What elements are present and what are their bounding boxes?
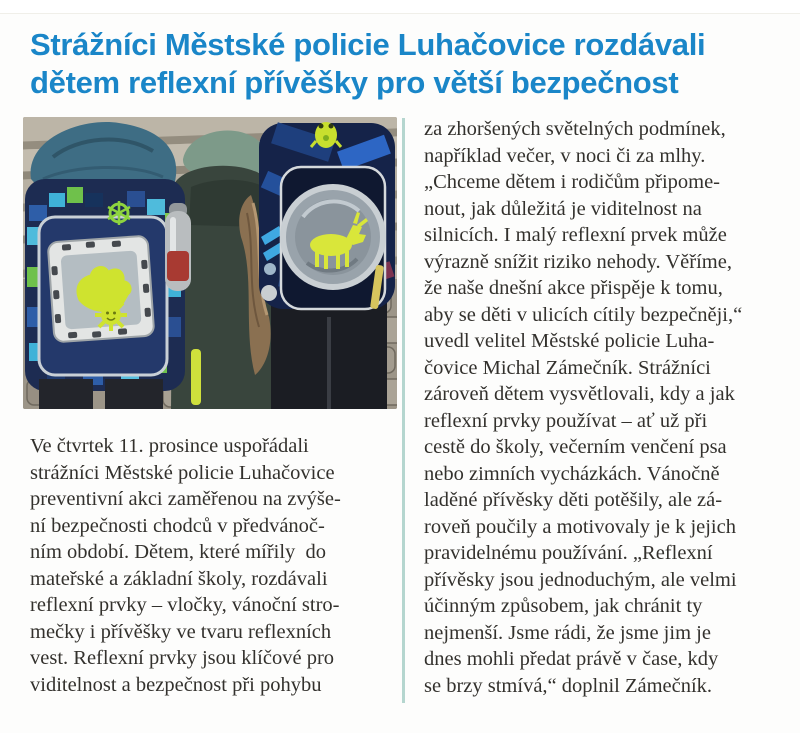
left-child (25, 122, 191, 409)
text-line: účinným způsobem, jak chránit ty (424, 595, 703, 617)
text-line: nout, jak důležitá je viditelnost na (424, 197, 702, 220)
text-line: se brzy stmívá,“ doplnil Zámečník. (424, 674, 713, 697)
left-child-leg (39, 379, 93, 409)
text-line: čovice Michal Zámečník. Strážníci (424, 356, 711, 379)
text-line: aby se děti v ulicích cítily bezpečněji,“ (424, 303, 743, 326)
thermos (165, 203, 191, 291)
text-line: zároveň dětem vysvětlovali, kdy a jak (424, 383, 735, 405)
text-line: mateřské a základní školy, rozdávali (30, 567, 328, 590)
right-child (259, 122, 395, 409)
text-line: strážníci Městské policie Luhačovice (30, 461, 335, 484)
text-line: preventivní akci zaměřenou na zvýše- (30, 488, 341, 510)
right-column-text (424, 116, 796, 699)
text-line: viditelnost a bezpečnost při pohybu (30, 673, 322, 696)
article-photo (23, 117, 397, 409)
text-line: nejmenší. Jsme rádi, že jsme jim je (424, 621, 711, 644)
text-line: laděné přívěsky děti potěšily, ale zá- (424, 489, 723, 511)
text-line: pravidelnému používání. „Reflexní (424, 542, 713, 564)
neon-zipper-pull (191, 349, 201, 405)
text-line: ním období. Dětem, které mířily do (30, 541, 327, 563)
text-line: roveň poučily a motivovaly je k jejich (424, 515, 736, 538)
text-line: dnes mohli předat právě v čase, kdy (424, 648, 719, 670)
text-line: nebo zimních vycházkách. Vánočně (424, 462, 720, 485)
moose-window (283, 187, 383, 287)
text-line: uvedl velitel Městské policie Luha- (424, 330, 715, 352)
article-photo-illustration (23, 117, 397, 409)
text-line: cestě do školy, večerním venčení psa (424, 436, 727, 458)
article-title (30, 26, 775, 102)
sun-pendant (95, 299, 127, 331)
text-line: „Chceme dětem i rodičům připome- (424, 171, 721, 193)
text-line: přívěsky jsou jednoduchým, ale velmi (424, 568, 737, 591)
text-line: mečky i přívěšky ve tvaru reflexních (30, 620, 332, 643)
text-line: Ve čtvrtek 11. prosince uspořádali (30, 435, 309, 457)
text-line: vest. Reflexní prvky jsou klíčové pro (30, 647, 335, 669)
text-line: za zhoršených světelných podmínek, (424, 118, 726, 140)
page-top-edge (0, 0, 800, 14)
text-line: že naše dnešní akce přispěje k tomu, (424, 277, 723, 299)
left-child-leg (105, 379, 163, 409)
text-line: ní bezpečnosti chodců v předvánoč- (30, 514, 325, 537)
article-title-line-2: dětem reflexní přívěšky pro větší bezpečnost (30, 65, 679, 100)
text-line: výrazně snížit riziko nehody. Věříme, (424, 250, 732, 273)
column-divider (402, 118, 405, 703)
text-line: reflexní prvky používat – ať už při (424, 409, 708, 432)
article-title-line-1: Strážníci Městské policie Luhačovice rozdávali (30, 27, 706, 62)
text-line: například večer, v noci či za mlhy. (424, 144, 706, 167)
text-line: reflexní prvky – vločky, vánoční stro- (30, 594, 340, 616)
text-line: silnicích. I malý reflexní prvek může (424, 224, 727, 246)
left-column-text (30, 433, 398, 698)
